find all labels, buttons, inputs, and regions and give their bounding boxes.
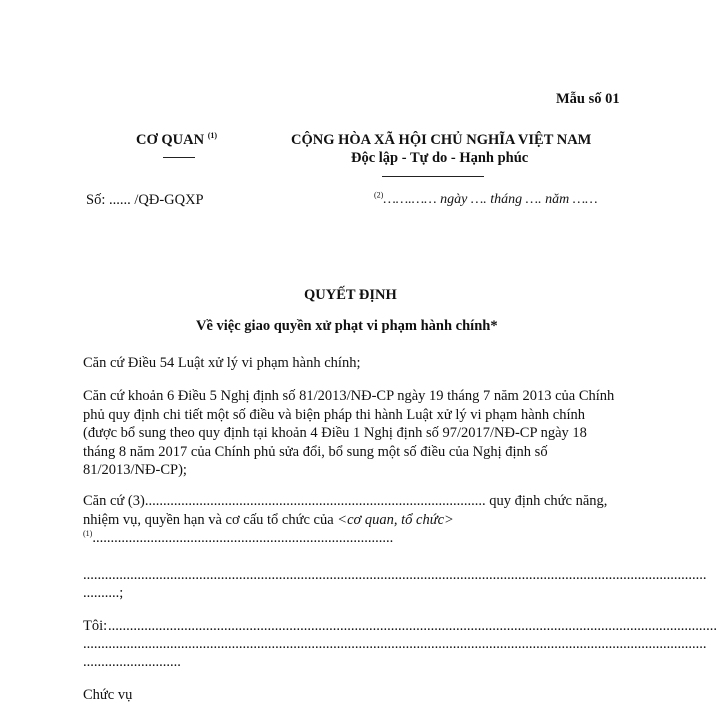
legal-basis-3-prefix: Căn cứ (3)	[83, 493, 145, 509]
legal-basis-3-footnote: (1)	[83, 529, 93, 539]
document-subtitle: Về việc giao quyền xử phạt vi phạm hành chính*	[196, 318, 498, 334]
fill-line-e: ...........................	[83, 654, 181, 670]
legal-basis-3-blank-2: ...................................................................................	[92, 530, 394, 546]
decision-number: Số: ...... /QĐ-GQXP	[86, 192, 204, 208]
legal-basis-3-placeholder: <cơ quan, tổ chức>	[337, 512, 454, 528]
legal-basis-2: Căn cứ khoản 6 Điều 5 Nghị định số 81/2013/NĐ-CP ngày 19 tháng 7 năm 2013 của Chính phủ quy định chi tiết một số điều và biện pháp thi hành Luật xử lý vi phạm hành chính (được bổ sung theo quy định tại khoản 4 Điều 1 Nghị định số 97/2017/NĐ-CP ngày 18 tháng 8 năm 2017 của Chính phủ sửa đổi, bổ sung một số điều của Nghị định số 81/2013/NĐ-CP);	[83, 388, 615, 478]
form-number: Mẫu số 01	[556, 91, 620, 107]
agency-divider	[163, 157, 195, 158]
national-motto: Độc lập - Tự do - Hạnh phúc	[351, 150, 529, 166]
motto-divider	[382, 176, 484, 177]
legal-basis-1: Căn cứ Điều 54 Luật xử lý vi phạm hành chính;	[83, 355, 361, 371]
fill-line-b: ..........;	[83, 585, 124, 601]
legal-basis-3-line3	[83, 530, 393, 547]
date-text: …….…… ngày …. tháng …. năm ……	[383, 192, 598, 207]
legal-basis-3-text: nhiệm vụ, quyền hạn và cơ cấu tổ chức của	[83, 512, 338, 528]
legal-basis-3-blank: ..............................................................................................	[144, 493, 486, 509]
legal-basis-3-suffix: quy định chức năng,	[489, 493, 608, 509]
legal-basis-3-line1	[83, 493, 607, 510]
agency-name	[136, 132, 217, 149]
fill-line-a: ............................................................................................................................................................................	[83, 567, 707, 583]
recipient-blank: ........................................................................................................................................................................	[108, 618, 717, 634]
position-label: Chức vụ	[83, 687, 133, 703]
recipient-label: Tôi:	[83, 618, 108, 634]
date-line	[374, 192, 598, 208]
agency-label: CƠ QUAN	[136, 132, 205, 148]
document-title: QUYẾT ĐỊNH	[304, 287, 397, 303]
country-name: CỘNG HÒA XÃ HỘI CHỦ NGHĨA VIỆT NAM	[291, 132, 592, 148]
agency-footnote: (1)	[207, 131, 218, 141]
legal-basis-3-line2	[83, 512, 454, 529]
date-footnote: (2)	[374, 190, 384, 200]
fill-line-d: ............................................................................................................................................................................	[83, 636, 707, 652]
